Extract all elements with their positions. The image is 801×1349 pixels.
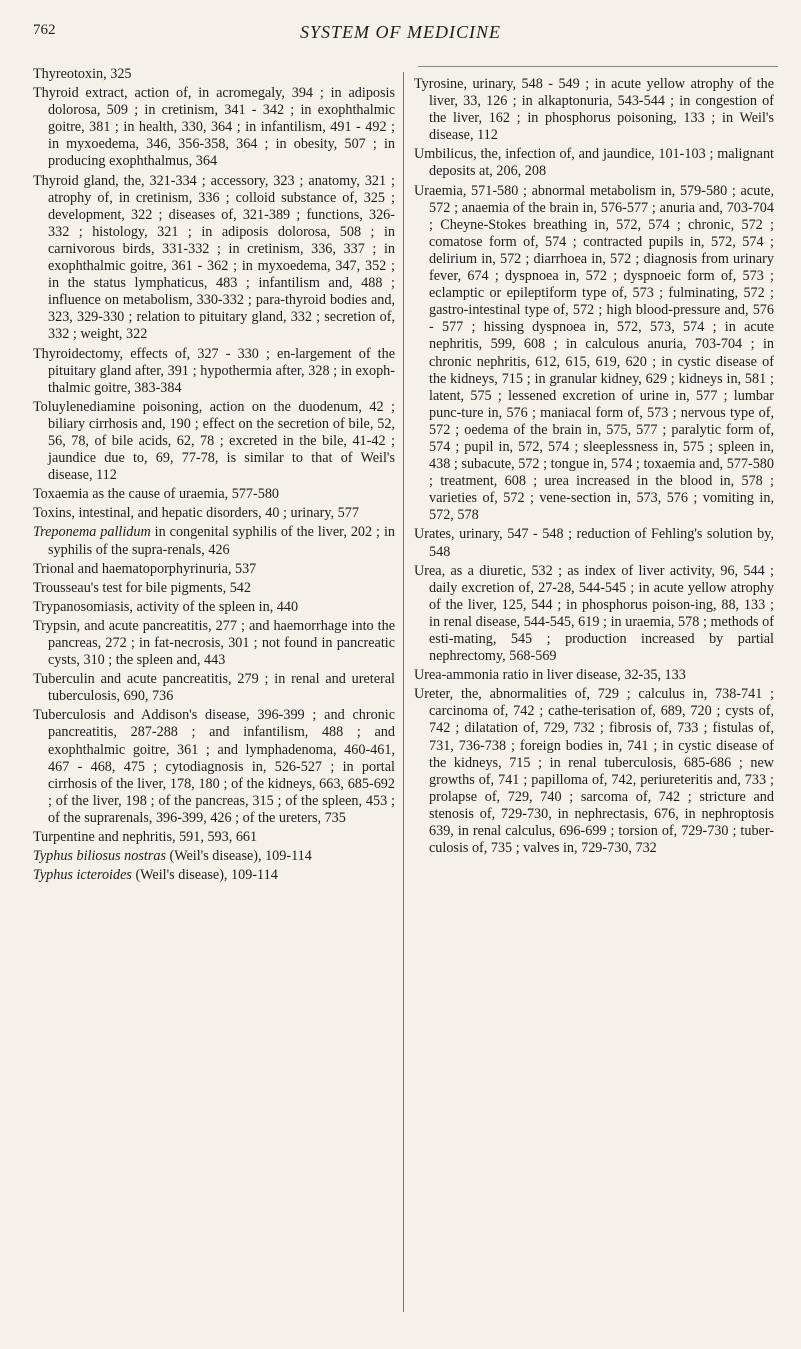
page-number: 762: [33, 22, 56, 38]
index-entry: [33, 173, 395, 344]
index-entry: [33, 867, 395, 884]
entry-text: Umbilicus, the, infection of, and jaundice, 101-103 ; malignant deposits at, 206, 208: [414, 146, 774, 180]
entry-text: Tuberculosis and Addison's disease, 396-399 ; and chronic pancreatitis, 287-288 ; and infantilism, 488 ; and exophthalmic goitre, 361 ; and lymphadenoma, 460-461, 467 - 468, 475 ; cytodiagnosis in, 526-527 ; in portal cirrhosis of the liver, 178, 180 ; of the kidneys, 663, 685-692 ; of the liver, 198 ; of the pancreas, 315 ; of the spleen, 453 ; of the suprarenals, 396-399, 426 ; of the ureters, 735: [33, 707, 395, 826]
index-entry: [33, 561, 395, 578]
index-entry: [33, 671, 395, 705]
entry-text: Tuberculin and acute pancreatitis, 279 ; in renal and ureteral tuberculosis, 690, 736: [33, 671, 395, 705]
index-entry: [414, 563, 774, 666]
entry-text: Urea, as a diuretic, 532 ; as index of liver activity, 96, 544 ; daily excretion of, 27-28, 544-545 ; in acute yellow atrophy of the liver, 125, 544 ; in phosphorus poison-ing, 88, 133 ; in renal disease, 544-545, 619 ; in uraemia, 578 ; methods of esti-mating, 545 ; production increased by partial nephrectomy, 568-569: [414, 562, 774, 665]
index-entry: [33, 599, 395, 616]
entry-text: in congenital syphilis of the liver, 202 ; in syphilis of the supra-renals, 426: [48, 524, 395, 558]
entry-text: Turpentine and nephritis, 591, 593, 661: [33, 829, 258, 846]
index-entry: [33, 618, 395, 669]
index-entry: [33, 486, 395, 503]
entry-text: Trypanosomiasis, activity of the spleen in, 440: [33, 598, 299, 615]
index-entry: [414, 686, 774, 857]
index-entry: [33, 399, 395, 484]
entry-text: Urates, urinary, 547 - 548 ; reduction of Fehling's solution by, 548: [414, 526, 774, 560]
entry-text: Uraemia, 571-580 ; abnormal metabolism in, 579-580 ; acute, 572 ; anaemia of the brain in, 576-577 ; anuria and, 703-704 ; Cheyne-Stokes breathing in, 572, 574 ; chronic, 572 ; comatose form of, 574 ; contracted pupils in, 572, 574 ; delirium in, 572 ; diarrhoea in, 572 ; diagnosis from urinary fever, 674 ; dyspnoea in, 572 ; dyspnoeic form of, 573 ; eclamptic or epileptiform type of, 573 ; fulminating, 572 ; gastro-intestinal type of, 572 ; high blood-pressure and, 576 - 577 ; hissing dyspnoea in, 572, 573, 574 ; in acute nephritis, 599, 608 ; in calculous anuria, 703-704 ; in chronic nephritis, 612, 615, 619, 620 ; in cystic disease of the kidneys, 715 ; in granular kidney, 629 ; kidneys in, 581 ; latent, 575 ; lessened excretion of urine in, 577 ; lumbar punc-ture in, 576 ; maniacal form of, 573 ; nervous type of, 572 ; oedema of the brain in, 575, 577 ; paralytic form of, 574 ; pupil in, 572, 574 ; sleeplessness in, 575 ; spleen in, 438 ; subacute, 572 ; tongue in, 574 ; toxaemia and, 577-580 ; treatment, 608 ; urea increased in the blood in, 578 ; varieties of, 572 ; vene-section in, 573, 576 ; vomiting in, 572, 578: [414, 182, 774, 524]
index-entry: [33, 524, 395, 558]
entry-italic-heading: Treponema pallidum: [33, 524, 151, 541]
entry-text: Trional and haematoporphyrinuria, 537: [33, 560, 257, 577]
entry-text: Toxaemia as the cause of uraemia, 577-580: [33, 486, 280, 503]
index-entry: [414, 76, 774, 144]
entry-text: Thyreotoxin, 325: [33, 66, 132, 82]
index-entry: [414, 183, 774, 525]
index-entry: [33, 707, 395, 827]
entry-text: Toxins, intestinal, and hepatic disorders, 40 ; urinary, 577: [33, 505, 359, 522]
running-head: SYSTEM OF MEDICINE: [300, 22, 501, 42]
entry-text: Thyroidectomy, effects of, 327 - 330 ; en-largement of the pituitary gland after, 391 ; hypothermia after, 328 ; in exoph-thalmic goitre, 383-384: [33, 345, 395, 396]
index-entry: [33, 580, 395, 597]
index-entry: [33, 505, 395, 522]
entry-text: Ureter, the, abnormalities of, 729 ; calculus in, 738-741 ; carcinoma of, 742 ; cathe-terisation of, 689, 720 ; cysts of, 742 ; dilatation of, 729, 732 ; fibrosis of, 733 ; fistulas of, 731, 736-738 ; foreign bodies in, 741 ; in cystic disease of the kidneys, 715 ; in renal tuberculosis, 685-686 ; new growths of, 741 ; papilloma of, 742, periureteritis and, 733 ; prolapse of, 729, 740 ; sarcoma of, 742 ; stricture and stenosis of, 729-730, in nephrectasis, 676, in nephroptosis 639, in renal calculus, 696-699 ; torsion of, 729-730 ; tuber-culosis of, 735 ; valves in, 729-730, 732: [414, 686, 774, 857]
entry-text: Thyroid gland, the, 321-334 ; accessory, 323 ; anatomy, 321 ; atrophy of, in cretinism, 336 ; colloid substance of, 325 ; development, 322 ; diseases of, 321-389 ; functions, 326-332 ; histology, 321 ; in adiposis dolorosa, 508 ; in carnivorous birds, 331-332 ; in cretinism, 336, 337 ; in exophthalmic goitre, 361 - 362 ; in myxoedema, 347, 352 ; in the status lymphaticus, 483 ; infantilism and, 488 ; influence on metabolism, 330-332 ; para-thyroid bodies and, 323, 329-330 ; relation to pituitary gland, 332 ; secretion of, 332 ; weight, 322: [33, 172, 395, 343]
index-entry: [414, 146, 774, 180]
entry-text: (Weil's disease), 109-114: [131, 867, 278, 884]
entry-text: Thyroid extract, action of, in acromegaly, 394 ; in adiposis dolorosa, 509 ; in cretinism, 341 - 342 ; in exophthalmic goitre, 381 ; in health, 330, 364 ; in infantilism, 491 - 492 ; in myxoedema, 346, 356-358, 364 ; in obesity, 507 ; in producing exophthalmus, 364: [33, 85, 395, 170]
index-entry: [414, 667, 774, 684]
index-entry: [33, 346, 395, 397]
left-column: [33, 66, 395, 886]
index-entry: [33, 848, 395, 865]
index-entry: [33, 66, 395, 83]
entry-text: Urea-ammonia ratio in liver disease, 32-35, 133: [414, 667, 686, 684]
entry-italic-heading: Typhus biliosus nostras: [33, 848, 166, 865]
entry-text: Tyrosine, urinary, 548 - 549 ; in acute yellow atrophy of the liver, 33, 126 ; in alkaptonuria, 543-544 ; in congestion of the liver, 162 ; in phosphorus poisoning, 133 ; in Weil's disease, 112: [414, 76, 774, 144]
entry-text: Toluylenediamine poisoning, action on the duodenum, 42 ; biliary cirrhosis and, 190 ; effect on the secretion of bile, 52, 56, 78, of bile acids, 62, 78 ; excreted in the bile, 41-42 ; jaundice due to, 69, 77-78, is similar to that of Weil's disease, 112: [33, 398, 395, 484]
index-entry: [414, 526, 774, 560]
index-entry: [33, 829, 395, 846]
index-entry: [33, 85, 395, 170]
entry-text: Trousseau's test for bile pigments, 542: [33, 579, 251, 596]
top-rule: [418, 66, 778, 67]
right-column: [414, 76, 774, 859]
entry-text: Trypsin, and acute pancreatitis, 277 ; and haemorrhage into the pancreas, 272 ; in fat-necrosis, 301 ; not found in pancreatic cysts, 310 ; the spleen and, 443: [33, 617, 395, 669]
entry-italic-heading: Typhus icteroides: [33, 867, 132, 884]
entry-text: (Weil's disease), 109-114: [165, 848, 312, 865]
column-divider: [403, 72, 404, 1312]
